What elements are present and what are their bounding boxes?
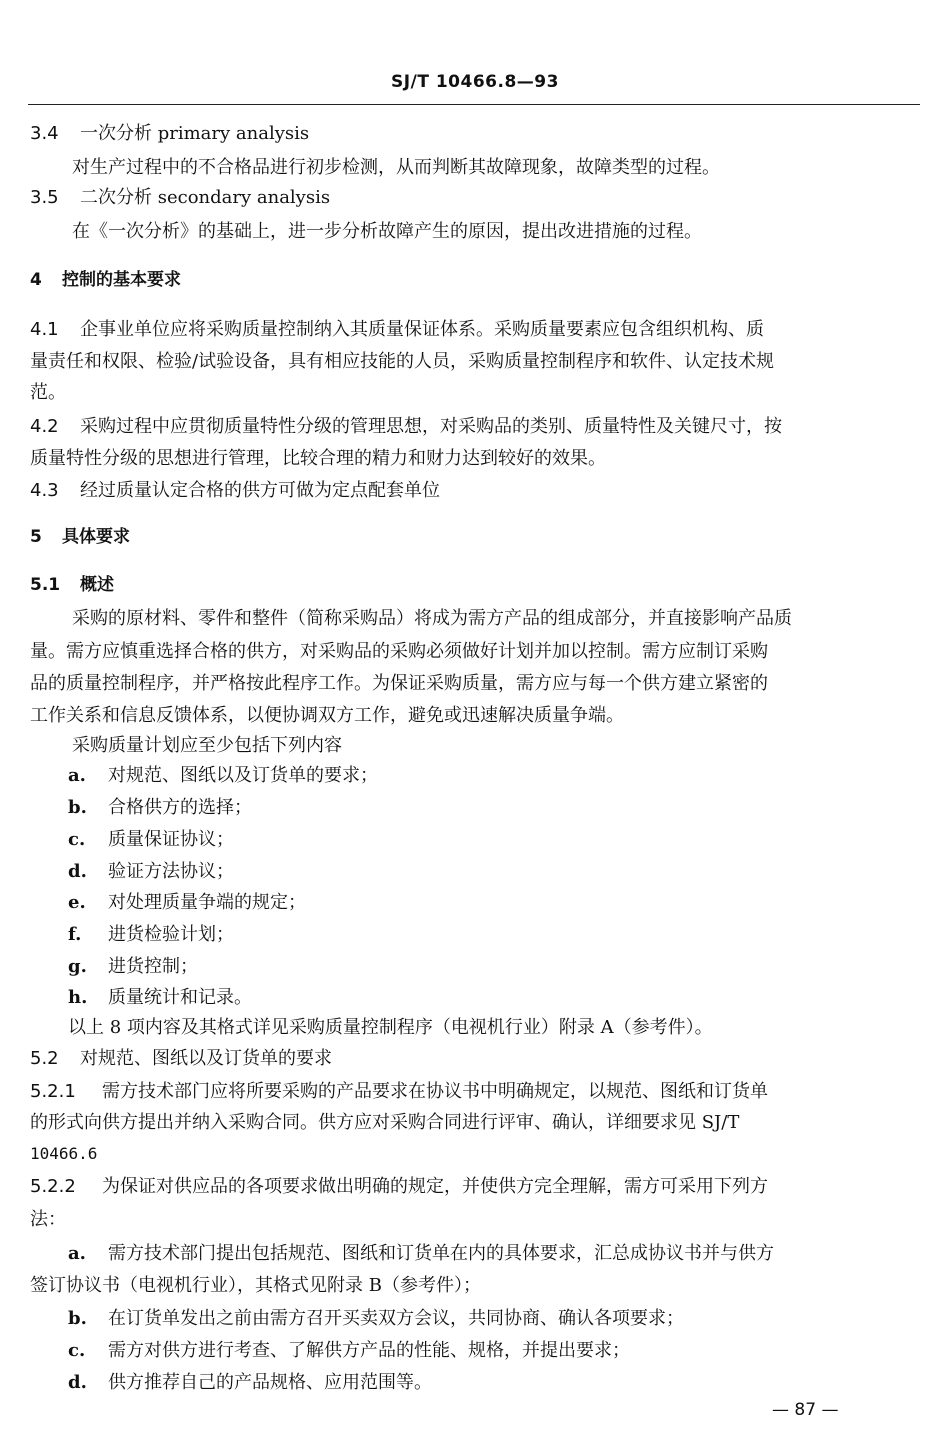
list-item [68, 796, 252, 820]
section-number: 4.3 [30, 480, 59, 501]
section-5-2-heading [30, 1047, 332, 1071]
section-4-1-line1 [30, 318, 764, 342]
section-5-1-p1-line2: 量。需方应慎重选择合格的供方，对采购品的采购必须做好计划并加以控制。需方应制订采购 [30, 641, 768, 662]
list-text: 验证方法协议； [108, 861, 234, 882]
section-4-2-line2: 质量特性分级的思想进行管理，比较合理的精力和财力达到较好的效果。 [30, 448, 606, 469]
section-number: 5.2 [30, 1048, 59, 1069]
section-4-1-line2: 量责任和权限、检验/试验设备，具有相应技能的人员，采购质量控制程序和软件、认定技术规 [30, 351, 775, 372]
list-label: a. [68, 765, 86, 786]
section-3-4-title [30, 122, 309, 146]
list-text: 对规范、图纸以及订货单的要求； [108, 765, 378, 786]
list-item [68, 1307, 684, 1331]
list-text: 需方对供方进行考查、了解供方产品的性能、规格，并提出要求； [108, 1340, 630, 1361]
section-3-5-body: 在《一次分析》的基础上，进一步分析故障产生的原因，提出改进措施的过程。 [72, 221, 702, 242]
list-item [68, 828, 234, 852]
list-text: 进货控制； [108, 956, 198, 977]
section-number: 5.2.2 [30, 1176, 76, 1197]
section-title: 一次分析 primary analysis [80, 123, 310, 144]
section-number: 4 [30, 270, 42, 290]
section-5-1-outro: 以上 8 项内容及其格式详见采购质量控制程序（电视机行业）附录 A（参考件）。 [68, 1017, 713, 1038]
list-item [68, 986, 252, 1010]
section-title: 二次分析 secondary analysis [80, 187, 331, 208]
list-item [68, 923, 234, 947]
list-item-continuation: 签订协议书（电视机行业），其格式见附录 B（参考件）； [30, 1275, 481, 1296]
list-label: d. [68, 1372, 87, 1393]
list-item [68, 764, 378, 788]
section-title: 具体要求 [62, 527, 130, 547]
list-text: 需方技术部门提出包括规范、图纸和订货单在内的具体要求，汇总成协议书并与供方 [108, 1243, 774, 1264]
list-label: c. [68, 1340, 86, 1361]
list-item [68, 1339, 630, 1363]
section-number: 5.1 [30, 575, 61, 595]
list-item [68, 860, 234, 884]
section-number: 4.1 [30, 319, 59, 340]
paragraph-text: 需方技术部门应将所要采购的产品要求在协议书中明确规定，以规范、图纸和订货单 [102, 1081, 768, 1102]
list-text: 在订货单发出之前由需方召开买卖双方会议，共同协商、确认各项要求； [108, 1308, 684, 1329]
section-4-heading [30, 268, 181, 292]
list-text: 对处理质量争端的规定； [108, 892, 306, 913]
section-5-1-intro: 采购质量计划应至少包括下列内容 [72, 735, 342, 756]
section-5-heading [30, 525, 130, 549]
list-text: 供方推荐自己的产品规格、应用范围等。 [108, 1372, 432, 1393]
list-item [68, 1242, 774, 1266]
section-4-1-line3: 范。 [30, 382, 66, 403]
section-5-2-1-line2: 的形式向供方提出并纳入采购合同。供方应对采购合同进行评审、确认，详细要求见 SJ/T [30, 1112, 740, 1133]
header-rule [28, 104, 920, 105]
list-text: 合格供方的选择； [108, 797, 252, 818]
list-label: e. [68, 892, 86, 913]
list-item [68, 955, 198, 979]
section-5-2-1-line3: 10466.6 [30, 1144, 98, 1163]
section-5-1-p1-line1: 采购的原材料、零件和整件（简称采购品）将成为需方产品的组成部分，并直接影响产品质 [72, 608, 792, 629]
list-label: b. [68, 1308, 87, 1329]
section-title: 控制的基本要求 [62, 270, 181, 290]
section-3-4-body: 对生产过程中的不合格品进行初步检测，从而判断其故障现象，故障类型的过程。 [72, 157, 720, 178]
list-label: c. [68, 829, 86, 850]
section-number: 5.2.1 [30, 1081, 76, 1102]
paragraph-text: 企事业单位应将采购质量控制纳入其质量保证体系。采购质量要素应包含组织机构、质 [80, 319, 764, 340]
list-label: f. [68, 924, 82, 945]
section-4-3 [30, 479, 440, 503]
section-5-2-2-line1 [30, 1175, 768, 1199]
section-5-2-1-line1 [30, 1080, 768, 1104]
list-item [68, 1371, 432, 1395]
section-5-1-heading [30, 573, 114, 597]
list-label: g. [68, 956, 87, 977]
section-title: 概述 [80, 575, 114, 595]
paragraph-text: 经过质量认定合格的供方可做为定点配套单位 [80, 480, 440, 501]
section-4-2-line1 [30, 415, 782, 439]
paragraph-text: 采购过程中应贯彻质量特性分级的管理思想，对采购品的类别、质量特性及关键尺寸，按 [80, 416, 782, 437]
page-number: — 87 — [772, 1400, 839, 1420]
section-number: 3.4 [30, 123, 59, 144]
section-3-5-title [30, 186, 330, 210]
section-5-1-p1-line3: 品的质量控制程序，并严格按此程序工作。为保证采购质量，需方应与每一个供方建立紧密的 [30, 673, 768, 694]
page-header: SJ/T 10466.8—93 [391, 72, 559, 92]
list-text: 质量统计和记录。 [108, 987, 252, 1008]
section-title: 对规范、图纸以及订货单的要求 [80, 1048, 332, 1069]
paragraph-text: 为保证对供应品的各项要求做出明确的规定，并使供方完全理解，需方可采用下列方 [102, 1176, 768, 1197]
list-text: 进货检验计划； [108, 924, 234, 945]
section-5-1-p1-line4: 工作关系和信息反馈体系，以便协调双方工作，避免或迅速解决质量争端。 [30, 705, 624, 726]
list-label: a. [68, 1243, 86, 1264]
list-text: 质量保证协议； [108, 829, 234, 850]
section-number: 3.5 [30, 187, 59, 208]
list-label: d. [68, 861, 87, 882]
list-item [68, 891, 306, 915]
list-label: b. [68, 797, 87, 818]
section-number: 4.2 [30, 416, 59, 437]
list-label: h. [68, 987, 88, 1008]
section-5-2-2-line2: 法： [30, 1209, 66, 1230]
section-number: 5 [30, 527, 42, 547]
